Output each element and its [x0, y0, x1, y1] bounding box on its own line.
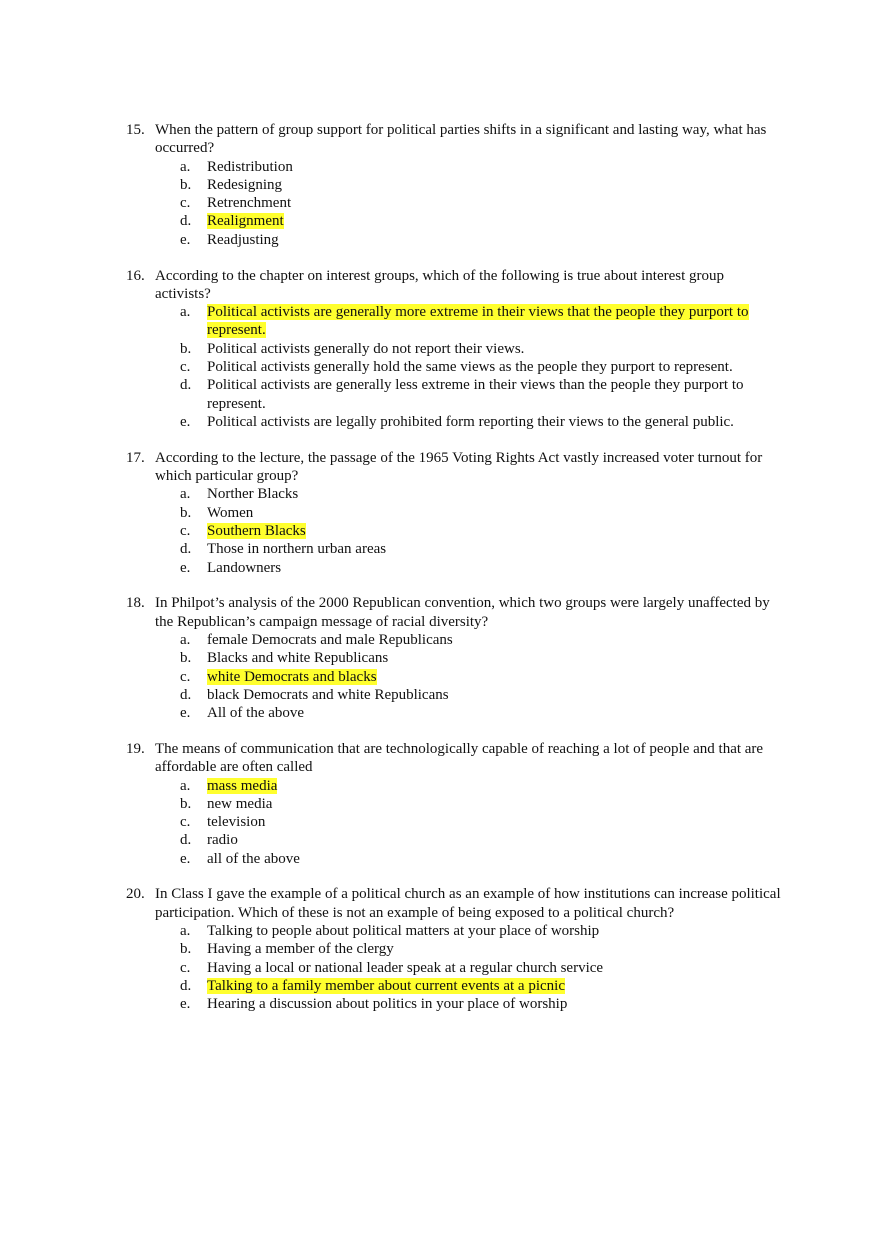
option-text-wrapper — [207, 977, 767, 995]
option-text-wrapper — [207, 231, 767, 249]
option-text: Redesigning — [207, 176, 282, 193]
question-list — [126, 121, 786, 1031]
answer-option — [180, 850, 786, 868]
answer-option — [180, 303, 786, 340]
question-text: The means of communication that are technologically capable of reaching a lot of people and that are affordable are often called — [155, 740, 764, 776]
answer-option — [180, 686, 786, 704]
option-text: all of the above — [207, 850, 300, 867]
question-text: According to the lecture, the passage of the 1965 Voting Rights Act vastly increased voter turnout for which particular group? — [155, 449, 763, 485]
question-number: 15. — [126, 122, 145, 138]
answer-option — [180, 376, 786, 413]
answer-option — [180, 631, 786, 649]
highlighted-answer: white Democrats and blacks — [207, 668, 377, 685]
answer-option — [180, 340, 786, 358]
question-text: In Philpot’s analysis of the 2000 Republican convention, which two groups were largely unaffected by the Republican’s campaign message of racial diversity? — [155, 595, 770, 630]
option-text: Political activists are legally prohibited form reporting their views to the general public. — [207, 413, 734, 430]
option-letter: c. — [180, 959, 191, 976]
option-text-wrapper — [207, 559, 767, 577]
option-text: female Democrats and male Republicans — [207, 631, 453, 648]
option-text-wrapper — [207, 649, 767, 667]
highlighted-answer: Political activists are generally more extreme in their views that the people they purport to represent. — [207, 304, 749, 339]
question-19 — [126, 740, 786, 868]
answer-option — [180, 813, 786, 831]
answer-options — [126, 485, 786, 576]
highlighted-answer: Realignment — [207, 213, 284, 230]
question-16 — [126, 267, 786, 432]
answer-options — [126, 631, 786, 722]
option-text-wrapper — [207, 704, 767, 722]
option-text: Readjusting — [207, 231, 279, 248]
option-text-wrapper — [207, 631, 767, 649]
option-letter: a. — [180, 304, 191, 321]
answer-option — [180, 559, 786, 577]
option-text-wrapper — [207, 413, 767, 431]
option-letter: b. — [180, 941, 192, 958]
answer-options — [126, 777, 786, 868]
option-letter: b. — [180, 504, 192, 521]
option-text: Redistribution — [207, 158, 293, 175]
option-text: television — [207, 814, 266, 831]
option-text: black Democrats and white Republicans — [207, 686, 449, 703]
option-letter: d. — [180, 832, 192, 849]
option-text-wrapper — [207, 959, 767, 977]
question-number: 17. — [126, 449, 145, 466]
answer-option — [180, 668, 786, 686]
option-text-wrapper — [207, 303, 767, 340]
option-text: Political activists generally hold the same views as the people they purport to represent. — [207, 359, 733, 376]
answer-option — [180, 522, 786, 540]
answer-option — [180, 212, 786, 230]
option-text: Hearing a discussion about politics in your place of worship — [207, 996, 568, 1013]
option-text-wrapper — [207, 940, 767, 958]
option-letter: e. — [180, 850, 191, 867]
option-text-wrapper — [207, 540, 767, 558]
option-letter: a. — [180, 777, 191, 794]
option-text: Those in northern urban areas — [207, 541, 387, 558]
option-letter: e. — [180, 996, 191, 1013]
option-letter: e. — [180, 413, 191, 430]
option-text-wrapper — [207, 376, 767, 413]
answer-options — [126, 303, 786, 431]
option-text-wrapper — [207, 522, 767, 540]
option-letter: b. — [180, 176, 192, 193]
highlighted-answer: Southern Blacks — [207, 522, 306, 539]
option-letter: a. — [180, 631, 191, 648]
option-text-wrapper — [207, 995, 767, 1013]
option-text-wrapper — [207, 922, 767, 940]
option-text: Political activists generally do not report their views. — [207, 340, 525, 357]
answer-option — [180, 176, 786, 194]
question-number: 18. — [126, 595, 145, 612]
option-letter: d. — [180, 977, 192, 994]
option-text: Having a member of the clergy — [207, 941, 394, 958]
answer-option — [180, 504, 786, 522]
question-number: 20. — [126, 886, 145, 903]
option-text: Landowners — [207, 559, 282, 576]
answer-option — [180, 231, 786, 249]
option-letter: d. — [180, 686, 192, 703]
option-letter: e. — [180, 705, 191, 722]
option-text-wrapper — [207, 813, 767, 831]
option-letter: b. — [180, 340, 192, 357]
option-text: Norther Blacks — [207, 486, 299, 503]
option-letter: c. — [180, 814, 191, 831]
answer-options — [126, 922, 786, 1013]
answer-option — [180, 977, 786, 995]
option-letter: c. — [180, 359, 191, 376]
answer-option — [180, 413, 786, 431]
option-letter: c. — [180, 195, 191, 212]
answer-option — [180, 485, 786, 503]
option-letter: c. — [180, 522, 191, 539]
question-20 — [126, 885, 786, 1013]
answer-option — [180, 959, 786, 977]
answer-option — [180, 540, 786, 558]
answer-option — [180, 649, 786, 667]
answer-option — [180, 940, 786, 958]
answer-option — [180, 922, 786, 940]
answer-option — [180, 831, 786, 849]
option-text-wrapper — [207, 777, 767, 795]
option-text-wrapper — [207, 504, 767, 522]
option-text: Women — [207, 504, 254, 521]
option-text: Retrenchment — [207, 195, 292, 212]
answer-option — [180, 704, 786, 722]
highlighted-answer: mass media — [207, 777, 278, 794]
option-letter: b. — [180, 650, 192, 667]
option-letter: e. — [180, 231, 191, 248]
option-text-wrapper — [207, 212, 767, 230]
option-text-wrapper — [207, 158, 767, 176]
option-letter: e. — [180, 559, 191, 576]
option-text: Political activists are generally less extreme in their views than the people they purport to represent. — [207, 377, 744, 412]
option-text: Talking to people about political matters at your place of worship — [207, 923, 600, 940]
option-text-wrapper — [207, 850, 767, 868]
answer-option — [180, 995, 786, 1013]
answer-options — [126, 158, 786, 249]
option-text-wrapper — [207, 686, 767, 704]
question-text: In Class I gave the example of a political church as an example of how institutions can increase political participation. Which of these is not an example of being exposed to a political church? — [155, 886, 781, 921]
option-text: new media — [207, 795, 273, 812]
option-letter: d. — [180, 213, 192, 230]
answer-option — [180, 194, 786, 212]
answer-option — [180, 795, 786, 813]
option-text-wrapper — [207, 176, 767, 194]
answer-option — [180, 358, 786, 376]
option-letter: a. — [180, 923, 191, 940]
option-text-wrapper — [207, 485, 767, 503]
highlighted-answer: Talking to a family member about current events at a picnic — [207, 977, 565, 994]
answer-option — [180, 777, 786, 795]
option-text-wrapper — [207, 831, 767, 849]
option-letter: a. — [180, 158, 191, 175]
question-text: According to the chapter on interest groups, which of the following is true about interest group activists? — [155, 267, 725, 302]
answer-option — [180, 158, 786, 176]
option-letter: b. — [180, 795, 192, 812]
option-text: Having a local or national leader speak at a regular church service — [207, 959, 604, 976]
question-17 — [126, 449, 786, 577]
option-letter: c. — [180, 668, 191, 685]
question-15 — [126, 121, 786, 249]
option-letter: a. — [180, 486, 191, 503]
option-letter: d. — [180, 541, 192, 558]
option-text: Blacks and white Republicans — [207, 650, 389, 667]
option-text: radio — [207, 832, 238, 849]
question-number: 16. — [126, 267, 145, 284]
option-text-wrapper — [207, 358, 767, 376]
question-number: 19. — [126, 740, 145, 757]
question-text: When the pattern of group support for political parties shifts in a significant and lasting way, what has occurred? — [155, 122, 767, 157]
option-text: All of the above — [207, 705, 305, 722]
option-text-wrapper — [207, 194, 767, 212]
option-text-wrapper — [207, 340, 767, 358]
option-letter: d. — [180, 377, 192, 394]
option-text-wrapper — [207, 795, 767, 813]
option-text-wrapper — [207, 668, 767, 686]
question-18 — [126, 594, 786, 722]
